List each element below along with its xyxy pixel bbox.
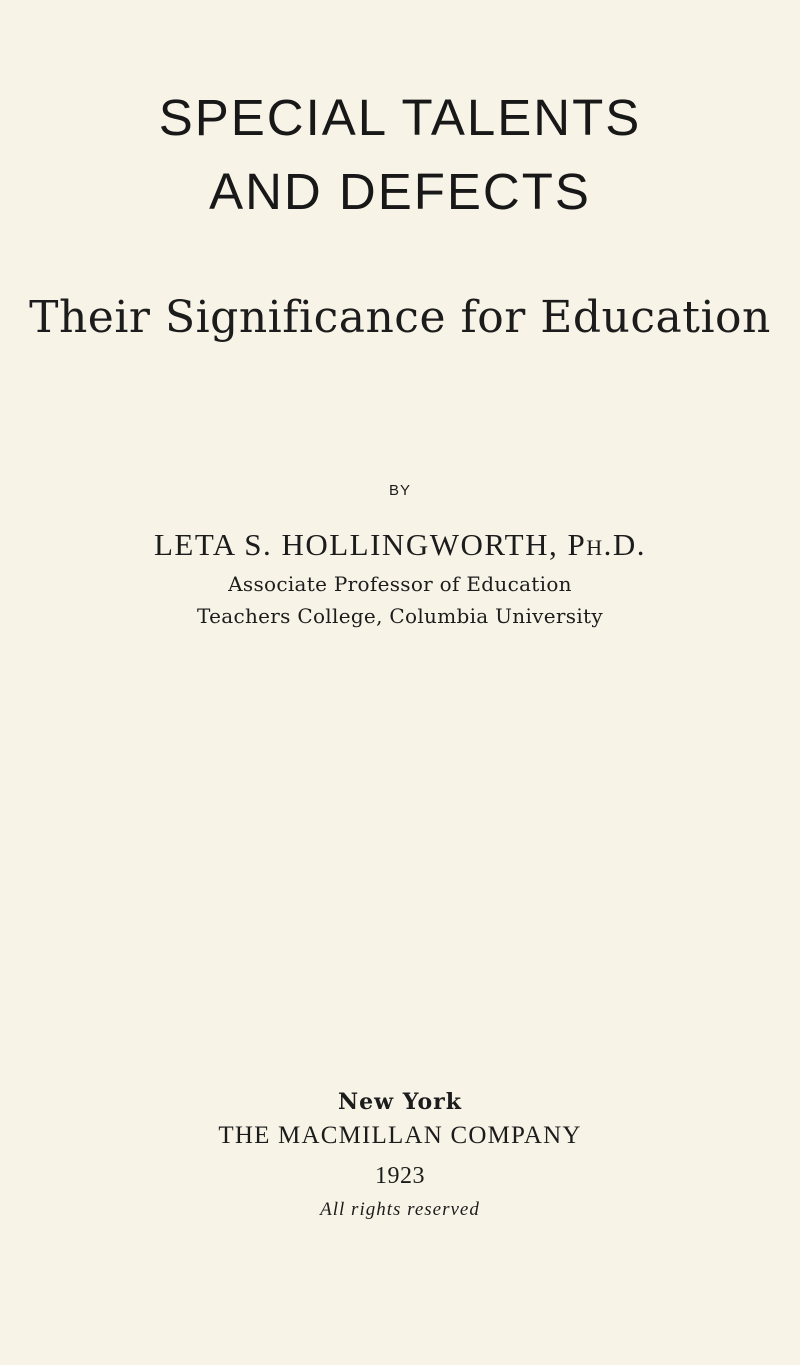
byline: BY xyxy=(388,482,411,499)
author-position: Associate Professor of Education xyxy=(228,572,572,596)
author-line xyxy=(0,527,800,563)
publisher-place: New York xyxy=(337,1089,462,1115)
publisher-name: THE MACMILLAN COMPANY xyxy=(218,1122,582,1149)
publication-year: 1923 xyxy=(375,1163,425,1189)
book-title-line-2: AND DEFECTS xyxy=(209,163,591,220)
rights-notice: All rights reserved xyxy=(320,1199,480,1220)
book-title-line-1: SPECIAL TALENTS xyxy=(158,89,642,146)
author-degree: Ph.D. xyxy=(567,527,647,562)
author-name: LETA S. HOLLINGWORTH, xyxy=(153,527,559,562)
author-institution: Teachers College, Columbia University xyxy=(197,604,603,628)
book-subtitle: Their Significance for Education xyxy=(29,292,771,343)
